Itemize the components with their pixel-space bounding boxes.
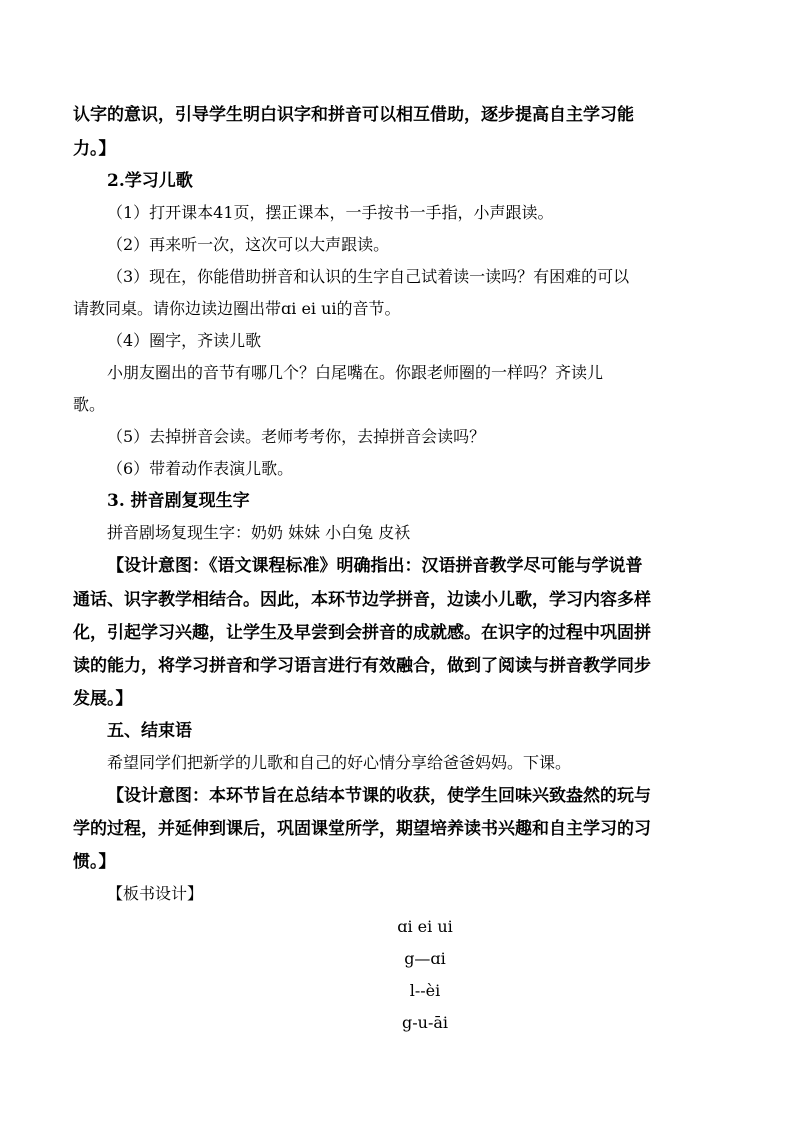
board-line: g—ɑi (404, 949, 446, 968)
step-item: （4）圈字，齐读儿歌 (107, 331, 262, 350)
section-heading: 2.学习儿歌 (107, 171, 193, 191)
design-intent-line: 发展。】 (73, 689, 133, 709)
design-intent-line: 化，引起学习兴趣，让学生及早尝到会拼音的成就感。在识字的过程中巩固拼 (73, 623, 651, 643)
step-item: （6）带着动作表演儿歌。 (107, 459, 294, 478)
design-intent-line: 【设计意图：本环节旨在总结本节课的收获，使学生回味兴致盎然的玩与 (107, 786, 651, 806)
step-item: （5）去掉拼音会读。老师考考你，去掉拼音会读吗？ (107, 427, 486, 446)
design-intent-line: 【设计意图：《语文课程标准》明确指出：汉语拼音教学尽可能与学说普 (107, 556, 643, 576)
design-intent-line: 学的过程，并延伸到课后，巩固课堂所学，期望培养读书兴趣和自主学习的习 (73, 819, 651, 839)
board-design-heading: 【板书设计】 (107, 884, 204, 903)
board-line: ɑi ei ui (397, 917, 453, 936)
paragraph-line: 希望同学们把新学的儿歌和自己的好心情分享给爸爸妈妈。下课。 (107, 753, 572, 772)
board-line: l--èi (409, 981, 441, 1000)
section-heading: 五、结束语 (107, 721, 192, 741)
step-item: （3）现在，你能借助拼音和认识的生字自己试着读一读吗？有困难的可以 (107, 267, 630, 286)
design-intent-line: 惯。】 (73, 852, 116, 872)
paragraph-line: 力。】 (73, 139, 116, 159)
step-item: （1）打开课本41页，摆正课本，一手按书一手指，小声跟读。 (107, 203, 554, 222)
paragraph-line: 认字的意识，引导学生明白识字和拼音可以相互借助，逐步提高自主学习能 (73, 105, 634, 125)
paragraph-line: 小朋友圈出的音节有哪几个？白尾嘴在。你跟老师圈的一样吗？齐读儿 (107, 363, 604, 382)
paragraph-line: 歌。 (73, 395, 106, 414)
design-intent-line: 读的能力，将学习拼音和学习语言进行有效融合，做到了阅读与拼音教学同步 (73, 656, 651, 676)
board-line: g-u-āi (401, 1013, 448, 1032)
paragraph-line: 请教同桌。请你边读边圈出带ɑi ei ui的音节。 (73, 299, 401, 318)
design-intent-line: 通话、识字教学相结合。因此，本环节边学拼音，边读小儿歌，学习内容多样 (73, 590, 651, 610)
section-heading: 3. 拼音剧复现生字 (107, 491, 250, 511)
paragraph-line: 拼音剧场复现生字：奶奶 妹妹 小白兔 皮袄 (107, 523, 411, 542)
step-item: （2）再来听一次，这次可以大声跟读。 (107, 235, 390, 254)
